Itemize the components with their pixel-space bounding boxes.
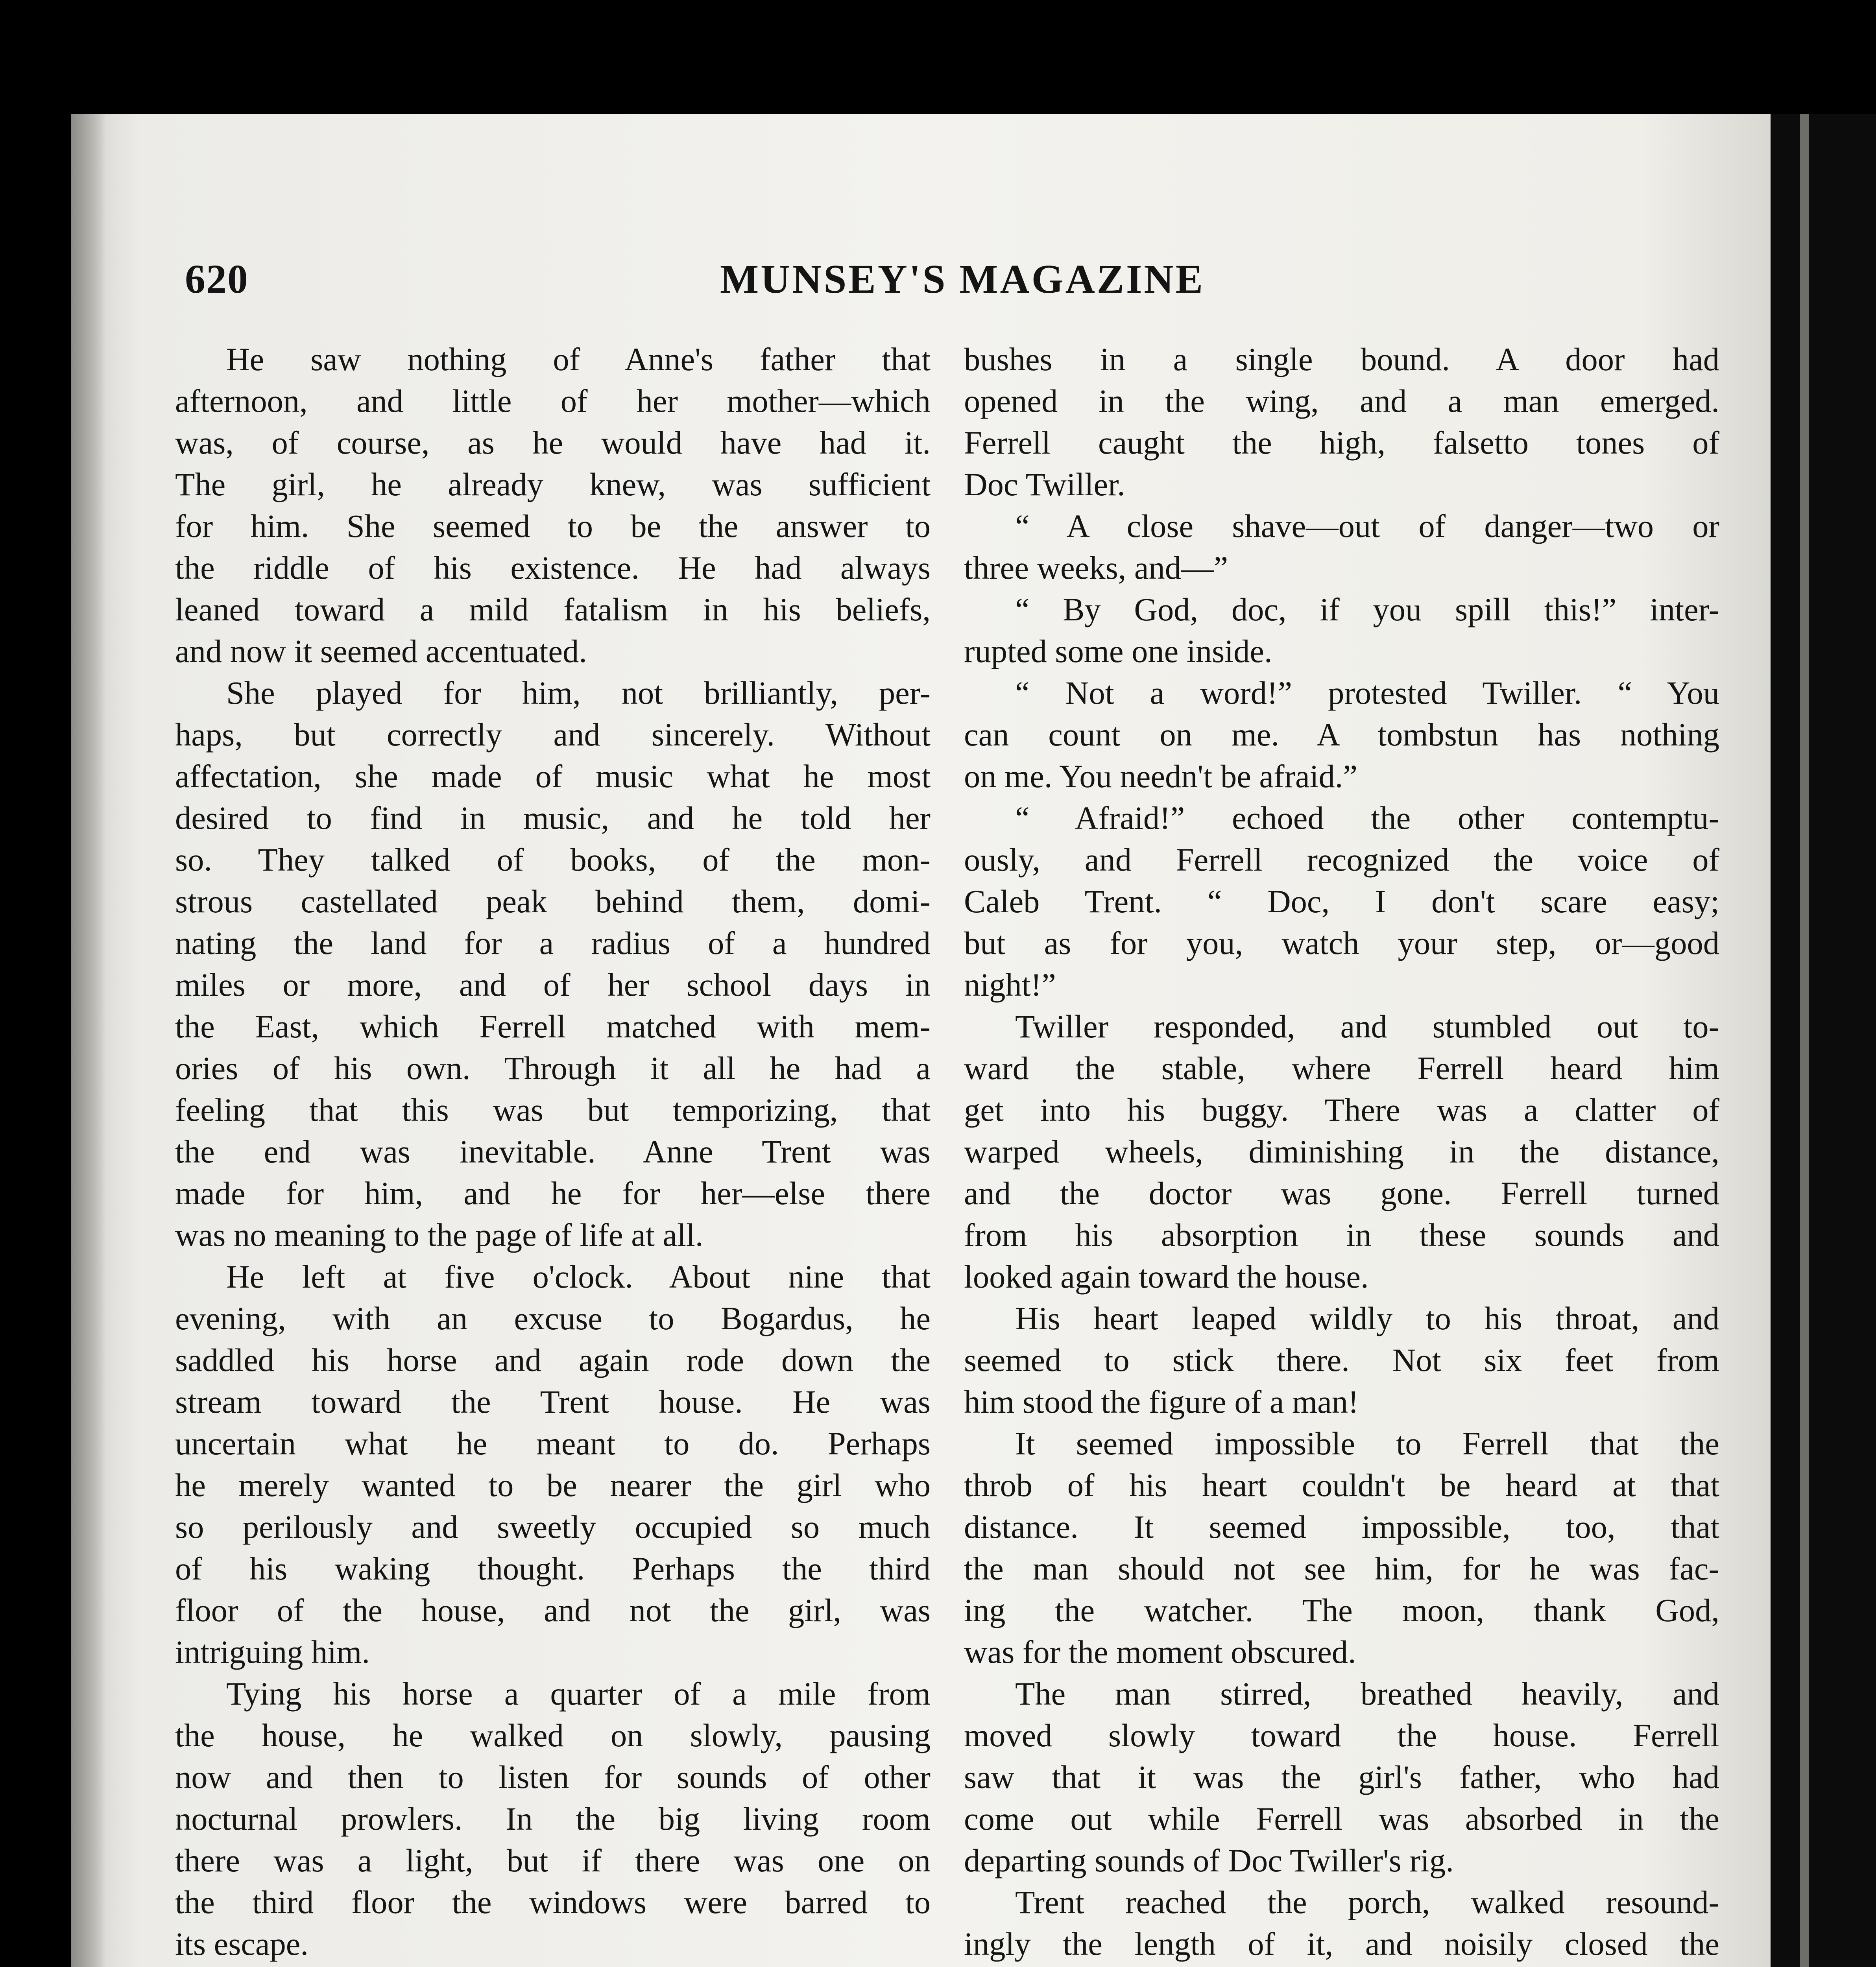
text-line: seemed to stick there. Not six feet from [964, 1342, 1719, 1378]
text-column-left [175, 338, 931, 1967]
text-line: Caleb Trent. “ Doc, I don't scare easy; [964, 883, 1719, 919]
text-line: and the doctor was gone. Ferrell turned [964, 1175, 1719, 1211]
text-line: Trent reached the porch, walked resound- [1015, 1884, 1719, 1920]
text-line: It seemed impossible to Ferrell that the [1015, 1425, 1719, 1461]
text-line [964, 1965, 1719, 1967]
text-line: of his waking thought. Perhaps the third [175, 1550, 931, 1587]
text-line: She played for him, not brilliantly, per- [226, 675, 931, 711]
text-line: can count on me. A tombstun has nothing [964, 716, 1719, 753]
text-line: rupted some one inside. [964, 633, 1272, 669]
text-line: so. They talked of books, of the mon- [175, 841, 931, 878]
text-line: three weeks, and—” [964, 550, 1228, 586]
text-line: The girl, he already knew, was sufficient [175, 466, 931, 502]
text-line: He left at five o'clock. About nine that [226, 1258, 931, 1295]
text-line: evening, with an excuse to Bogardus, he [175, 1300, 931, 1336]
text-line: moved slowly toward the house. Ferrell [964, 1717, 1719, 1753]
text-line: on me. You needn't be afraid.” [964, 758, 1358, 794]
text-line: he merely wanted to be nearer the girl who [175, 1467, 931, 1503]
text-line: strous castellated peak behind them, domi- [175, 883, 931, 919]
text-line: for him. She seemed to be the answer to [175, 508, 931, 544]
text-line: come out while Ferrell was absorbed in the [964, 1801, 1719, 1837]
text-line: warped wheels, diminishing in the distance, [964, 1133, 1719, 1170]
text-line: night!” [964, 967, 1056, 1003]
text-line: Ferrell caught the high, falsetto tones of [964, 424, 1719, 461]
text-line: bushes in a single bound. A door had [964, 341, 1719, 377]
text-line: “ Not a word!” protested Twiller. “ You [1015, 675, 1719, 711]
text-line: looked again toward the house. [964, 1258, 1369, 1295]
text-line: ing the watcher. The moon, thank God, [964, 1592, 1719, 1628]
text-line: so perilously and sweetly occupied so much [175, 1509, 931, 1545]
text-line: The man stirred, breathed heavily, and [1015, 1675, 1719, 1712]
text-line: distance. It seemed impossible, too, that [964, 1509, 1719, 1545]
text-line: Twiller responded, and stumbled out to- [1015, 1008, 1719, 1044]
text-line: the riddle of his existence. He had always [175, 550, 931, 586]
text-line: He saw nothing of Anne's father that [226, 341, 931, 377]
adjacent-page-edge [1800, 114, 1809, 1967]
text-line: His heart leaped wildly to his throat, and [1015, 1300, 1719, 1336]
binding-edge [71, 114, 106, 1967]
text-line: departing sounds of Doc Twiller's rig. [964, 1842, 1454, 1878]
text-line: intriguing him. [175, 1634, 370, 1670]
text-line: “ Afraid!” echoed the other contemptu- [1015, 800, 1719, 836]
text-line: Tying his horse a quarter of a mile from [226, 1675, 931, 1712]
text-line: “ By God, doc, if you spill this!” inter- [1015, 591, 1719, 627]
text-line: floor of the house, and not the girl, was [175, 1592, 931, 1628]
text-line: the end was inevitable. Anne Trent was [175, 1133, 931, 1170]
text-line: nating the land for a radius of a hundred [175, 925, 931, 961]
text-line: affectation, she made of music what he most [175, 758, 931, 794]
text-line: but as for you, watch your step, or—good [964, 925, 1719, 961]
running-head: MUNSEY'S MAGAZINE [720, 256, 1205, 302]
text-line: was for the moment obscured. [964, 1634, 1356, 1670]
text-line: haps, but correctly and sincerely. Without [175, 716, 931, 753]
text-column-right [964, 338, 1719, 1967]
text-line: leaned toward a mild fatalism in his beliefs, [175, 591, 931, 627]
text-line [175, 1965, 931, 1967]
text-line: ously, and Ferrell recognized the voice of [964, 841, 1719, 878]
text-line: afternoon, and little of her mother—which [175, 383, 931, 419]
text-line: the third floor the windows were barred to [175, 1884, 931, 1920]
text-line: its escape. [175, 1926, 309, 1962]
text-line: ories of his own. Through it all he had a [175, 1050, 931, 1086]
text-line: throb of his heart couldn't be heard at that [964, 1467, 1719, 1503]
text-line: get into his buggy. There was a clatter of [964, 1092, 1719, 1128]
right-gutter [1771, 114, 1876, 1967]
text-line: feeling that this was but temporizing, that [175, 1092, 931, 1128]
text-line: was, of course, as he would have had it. [175, 424, 931, 461]
text-line: saddled his horse and again rode down the [175, 1342, 931, 1378]
text-line: was no meaning to the page of life at all. [175, 1217, 704, 1253]
text-line: “ A close shave—out of danger—two or [1015, 508, 1719, 544]
text-line: ward the stable, where Ferrell heard him [964, 1050, 1719, 1086]
text-line: opened in the wing, and a man emerged. [964, 383, 1719, 419]
text-line: the man should not see him, for he was fac- [964, 1550, 1719, 1587]
text-line: made for him, and he for her—else there [175, 1175, 931, 1211]
text-line: desired to find in music, and he told her [175, 800, 931, 836]
text-line: the house, he walked on slowly, pausing [175, 1717, 931, 1753]
text-line: saw that it was the girl's father, who had [964, 1759, 1719, 1795]
text-line: now and then to listen for sounds of other [175, 1759, 931, 1795]
text-line: there was a light, but if there was one on [175, 1842, 931, 1878]
text-line: the East, which Ferrell matched with mem- [175, 1008, 931, 1044]
text-line: uncertain what he meant to do. Perhaps [175, 1425, 931, 1461]
text-line: and now it seemed accentuated. [175, 633, 587, 669]
text-line: nocturnal prowlers. In the big living room [175, 1801, 931, 1837]
text-line: miles or more, and of her school days in [175, 967, 931, 1003]
text-line: stream toward the Trent house. He was [175, 1384, 931, 1420]
page-number: 620 [185, 256, 249, 302]
text-line: ingly the length of it, and noisily closed the [964, 1926, 1719, 1962]
text-line: Doc Twiller. [964, 466, 1125, 502]
text-line: him stood the figure of a man! [964, 1384, 1359, 1420]
text-line: from his absorption in these sounds and [964, 1217, 1719, 1253]
